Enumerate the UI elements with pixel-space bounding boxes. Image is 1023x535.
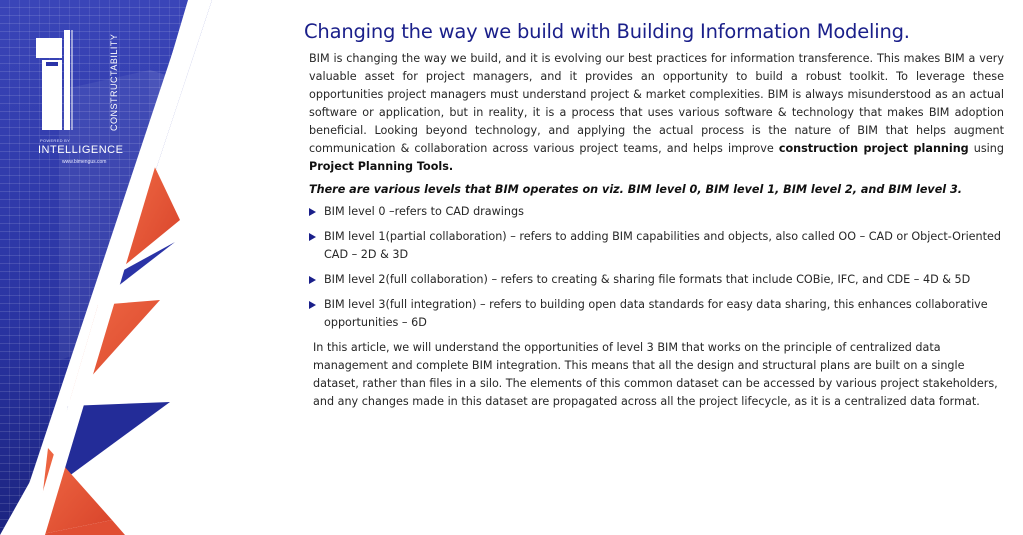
logo-vertical-text: CONSTRUCTABILITY xyxy=(109,33,119,131)
constructability-logo xyxy=(36,30,120,138)
level-text: BIM level 0 –refers to CAD drawings xyxy=(324,205,524,218)
level-text: BIM level 1(partial collaboration) – refers to adding BIM capabilities and objects, also called OO – CAD or Object-Oriented CAD – 2D & 3D xyxy=(324,230,1002,261)
construction-planning-link: construction project planning xyxy=(778,142,969,155)
level-text: BIM level 3(full integration) – refers to building open data standards for easy data sharing, this enhances collaborative opportunities – 6D xyxy=(324,298,988,329)
planning-tools-link: Project Planning Tools. xyxy=(309,160,454,173)
powered-by-label: POWERED BY xyxy=(40,138,71,143)
intro-paragraph xyxy=(309,50,1004,176)
list-item xyxy=(309,228,1004,264)
levels-list xyxy=(309,203,1004,332)
triangle-bullet-icon xyxy=(309,276,316,284)
closing-paragraph: In this article, we will understand the opportunities of level 3 BIM that works on the principle of centralized data management and complete BIM integration. This means that all the design and structural plans are built on a single dataset, rather than files in a silo. The elements of this common dataset can be accessed by various project stakeholders, and any changes made in this dataset are propagated across all the project lifecycle, as it is a centralized data format. xyxy=(313,341,998,408)
triangle-bullet-icon xyxy=(309,233,316,241)
page-title: Changing the way we build with Building Information Modeling. xyxy=(304,20,910,43)
triangle-bullet-icon xyxy=(309,208,316,216)
levels-heading: There are various levels that BIM operates on viz. BIM level 0, BIM level 1, BIM level 2, and BIM level 3. xyxy=(309,183,963,196)
brand-name: INTELLIGENCE xyxy=(38,144,124,156)
triangle-bullet-icon xyxy=(309,301,316,309)
list-item xyxy=(309,271,1004,289)
intro-text: BIM is changing the way we build, and it is evolving our best practices for information transference. This makes BIM a very valuable asset for project managers, and it provides an opportunity to build a robust toolkit. To leverage these opportunities project managers must understand project & market complexities. BIM is always misunderstood as an actual software or application, but in reality, it is a process that uses various software & technology that makes BIM adoption beneficial. Looking beyond technology, and applying the actual process is the nature of BIM that helps augment communication & collaboration across various project teams, and helps improve xyxy=(309,52,1004,155)
level-text: BIM level 2(full collaboration) – refers to creating & sharing file formats that include COBie, IFC, and CDE – 4D & 5D xyxy=(324,273,971,286)
list-item xyxy=(309,203,1004,221)
logo-mark-icon xyxy=(36,30,106,134)
intro-mid-text: using xyxy=(968,142,1004,155)
list-item xyxy=(309,296,1004,332)
website-link[interactable]: www.bimengus.com xyxy=(62,159,107,165)
article xyxy=(304,20,1004,411)
